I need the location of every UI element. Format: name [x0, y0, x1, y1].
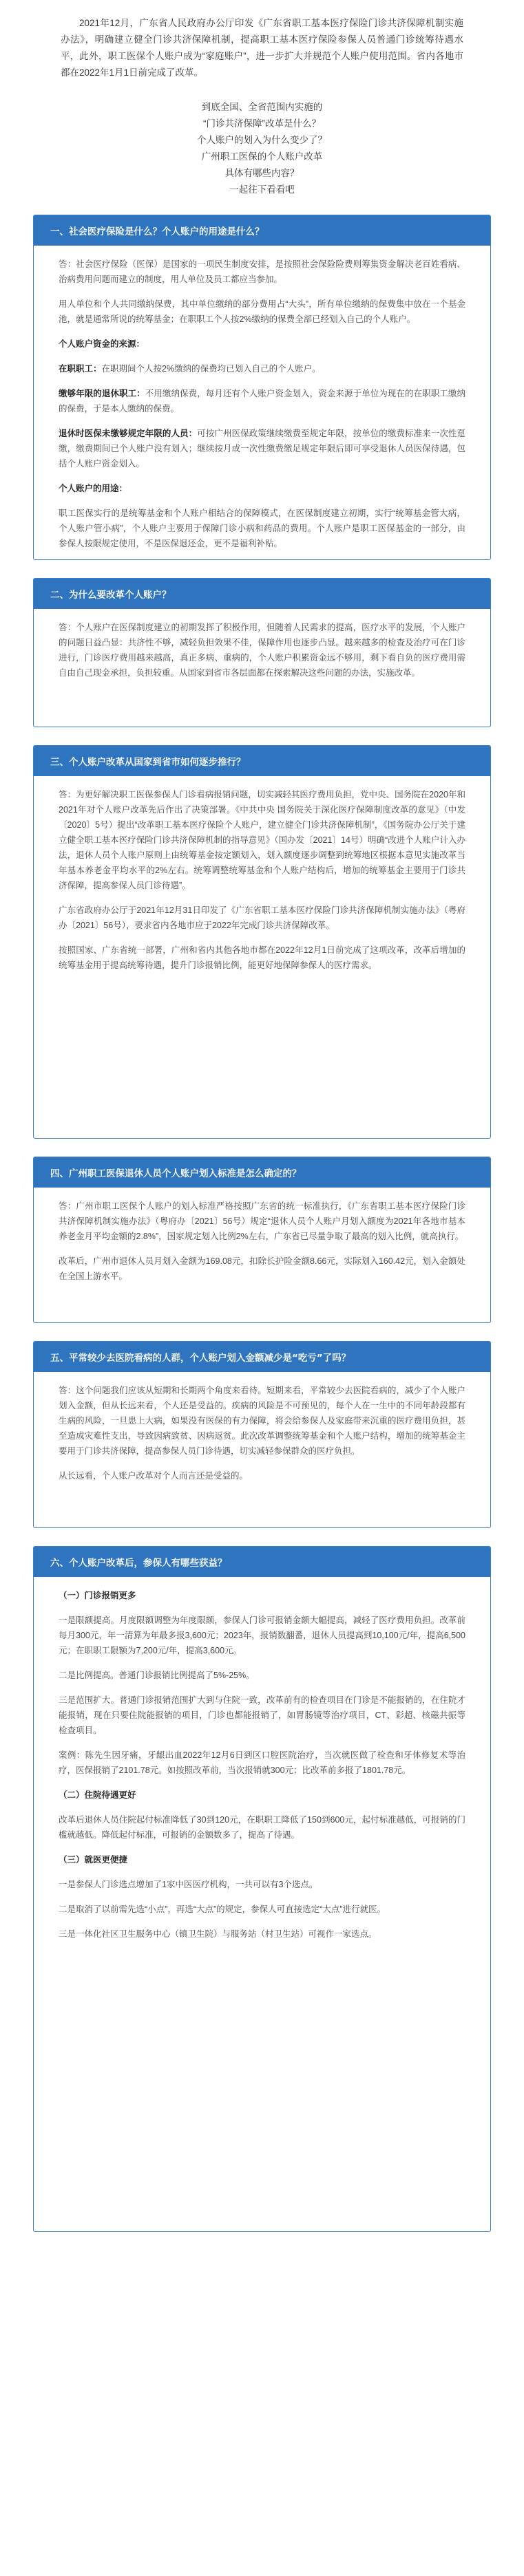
- section-paragraph: 广东省政府办公厅于2021年12月31日印发了《广东省职工基本医疗保险门诊共济保障机制实施办法》（粤府办〔2021〕56号），要求省内各地市应于2022年完成门诊共济保障改革。: [59, 905, 465, 930]
- source-item: [59, 386, 465, 416]
- section-card-1: [33, 215, 491, 560]
- section-card-2: [33, 578, 491, 727]
- section-paragraph: 按照国家、广东省统一部署，广州和省内其他各地市都在2022年12月1日前完成了这项改革，改革后增加的统筹基金用于提高统筹待遇，提升门诊报销比例，能更好地保障参保人的医疗需求。: [59, 945, 465, 970]
- section-title: 六、个人账户改革后，参保人有哪些获益？: [34, 1547, 490, 1577]
- section-title: 四、广州职工医保退休人员个人账户划入标准是怎么确定的？: [34, 1157, 490, 1188]
- section-paragraph: 一是参保人门诊选点增加了1家中医医疗机构，一共可以有3个选点。: [59, 1880, 318, 1889]
- section-paragraph: 二是取消了以前需先选“小点”，再选“大点”的规定，参保人可直接选定“大点”进行就医。: [59, 1904, 386, 1914]
- section-body: [34, 776, 490, 987]
- section-card-3: [33, 745, 491, 1139]
- intro-line: 到底全国、全省范围内实施的: [201, 102, 323, 112]
- section-title: 二、为什么要改革个人账户？: [34, 579, 490, 609]
- section-paragraph: 答：为更好解决职工医保参保人门诊看病报销问题，切实减轻其医疗费用负担，党中央、国务院在2020年和2021年对个人账户改革先后作出了决策部署。《中共中央 国务院关于深化医疗保障制度改革的意见》（中发〔2020〕5号）提出“改革职工基本医疗保险个人账户，建立健全门诊共济保障机制”，《国务院办公厅关于建立健全职工基本医疗保险门诊共济保障机制的指导意见》（国办发〔2021〕14号）明确“改进个人账户计入办法，退休人员个人账户原则上由统筹基金按定额划入，划入额度逐步调整到统筹地区根据本意见实施改革当年基本养老金平均水平的2%左右。统筹调整统筹基金和个人账户结构后，增加的统筹基金主要用于门诊共济保障，提高参保人员门诊待遇”。: [59, 790, 465, 890]
- section-paragraph: 改革后，广州市退休人员月划入金额为169.08元，扣除长护险金额8.66元，实际划入160.42元，划入金额处在全国上游水平。: [59, 1256, 465, 1281]
- source-item-text: 不用缴纳保费，每月还有个人账户资金划入，资金来源于单位为现在的在职职工缴纳的保费，于是本人缴纳的保费。: [59, 389, 465, 414]
- section-paragraph: 答：个人账户在医保制度建立的初期发挥了积极作用，但随着人民需求的提高，医疗水平的发展，个人账户的问题日益凸显：共济性不够，减轻负担效果不佳，保障作用也逐步凸显。越来越多的检查及治疗可在门诊进行，门诊医疗费用越来越高，真正多病、重病的，个人账户积累资金远不够用，剩下看自负的医疗费用需自由自己现金承担，负担较重。从国家到省市各层面都在探索解决这些问题的办法，实施改革。: [59, 623, 465, 678]
- section-paragraph: 一是限额提高。月度限额调整为年度限额，参保人门诊可报销金额大幅提高，减轻了医疗费用负担。改革前每月300元，年一清算为年最多报3,600元；2023年，报销数翻番，退休人员提高到10,100元/年，提高6,500元；在职职工限额为7,200元/年，提高3,600元。: [59, 1616, 465, 1655]
- subsection-title: （一）门诊报销更多: [59, 1591, 136, 1600]
- section-card-6: [33, 1546, 491, 2232]
- source-title: 个人账户资金的来源：: [59, 339, 145, 349]
- subsection-title: （二）住院待遇更好: [59, 1790, 136, 1800]
- source-item-label: 缴够年限的退休职工：: [59, 389, 145, 398]
- section-paragraph: 答：广州市职工医保个人账户的划入标准严格按照广东省的统一标准执行，《广东省职工基本医疗保险门诊共济保障机制实施办法》（粤府办〔2021〕56号）规定“退休人员个人账户月划入额度为2021年各地市基本养老金月平均金额的2.8%”，国家规定划入比例2%左右，广东省已尽量争取了最高的划入比例，就高执行。: [59, 1201, 465, 1241]
- source-item: [59, 361, 465, 376]
- intro-questions: [0, 99, 524, 198]
- intro-paragraph: 2021年12月，广东省人民政府办公厅印发《广东省职工基本医疗保险门诊共济保障机制实施办法》，明确建立健全门诊共济保障机制，提高职工基本医疗保险参保人员普通门诊统筹待遇水平，此外，职工医保个人账户成为“家庭账户”，进一步扩大并规范个人账户使用范围。省内各地市都在2022年1月1日前完成了改革。: [61, 18, 463, 78]
- section-title: 五、平常较少去医院看病的人群，个人账户划入金额减少是“吃亏”了吗？: [34, 1342, 490, 1372]
- section-paragraph: 答：这个问题我们应该从短期和长期两个角度来看待。短期来看，平常较少去医院看病的，减少了个人账户划入金额，但从长远来看，个人还是受益的。疾病的风险是不可预见的，每个人在一生中的不同年龄段都有生病的风险，一旦患上大病，如果没有医保的有力保障，将会给参保人及家庭带来沉重的医疗费用负担，甚至造成灾难性支出，导致因病致贫、因病返贫。此次改革调整统筹基金和个人账户结构，增加的统筹基金主要用于门诊共济保障，提高参保人员门诊待遇，切实减轻参保群众的医疗负担。: [59, 1386, 465, 1456]
- source-item-text: 在职期间个人按2%缴纳的保费均已划入自己的个人账户。: [101, 364, 321, 374]
- section-paragraph: 用人单位和个人共同缴纳保费，其中单位缴纳的部分费用占“大头”，所有单位缴纳的保费集中放在一个基金池，就是通常所说的统筹基金；在职职工个人按2%缴纳的保费全部已经划入自己的个人账户。: [59, 299, 465, 324]
- source-item-label: 退休时医保未缴够规定年限的人员：: [59, 429, 198, 438]
- intro-line: 个人账户的划入为什么变少了？: [197, 135, 327, 145]
- section-body: [34, 1577, 490, 1955]
- section-paragraph: 三是一体化社区卫生服务中心（镇卫生院）与服务站（村卫生站）可视作一家选点。: [59, 1929, 377, 1939]
- section-body: [34, 609, 490, 694]
- usage-text: 职工医保实行的是统筹基金和个人账户相结合的保障模式，在医保制度建立初期，实行“统筹基金管大病，个人账户管小病”，个人账户主要用于保障门诊小病和药品的费用。个人账户是职工医保基金的一部分，由参保人按限规定使用，不是医保退还金，更不是福利补贴。: [59, 508, 465, 548]
- intro-line: “门诊共济保障”改革是什么？: [203, 118, 321, 129]
- source-item: [59, 426, 465, 471]
- source-item-label: 在职职工：: [59, 364, 102, 374]
- intro-line: 广州职工医保的个人账户改革: [201, 151, 323, 162]
- section-paragraph: 二是比例提高。普通门诊报销比例提高了5%-25%。: [59, 1671, 255, 1680]
- section-paragraph: 案例：陈先生因牙痛，牙龈出血2022年12月6日到区口腔医院治疗，当次就医做了检查和牙体修复术等治疗，医保报销了2101.78元。如按照改革前，当次报销就300元；比改革前多报了1801.78元。: [59, 1750, 465, 1775]
- section-title: 一、社会医疗保险是什么？个人账户的用途是什么？: [34, 215, 490, 246]
- section-body: [34, 246, 490, 560]
- section-card-5: [33, 1341, 491, 1528]
- section-paragraph: 改革后退休人员住院起付标准降低了30到120元，在职职工降低了150到600元，起付标准越低，可报销的门槛就越低。降低起付标准，可报销的金额数多了，提高了待遇。: [59, 1815, 465, 1840]
- intro-section: [0, 0, 524, 81]
- section-card-4: [33, 1157, 491, 1323]
- subsection-title: （三）就医更便捷: [59, 1855, 128, 1865]
- section-paragraph: 从长远看，个人账户改革对个人而言还是受益的。: [59, 1471, 249, 1481]
- source-item-text: 可按广州医保政策继续缴费至规定年限，按单位的缴费标准来一次性趸缴，缴费期间已个人账户没有划入；继续按月或一次性缴费缴足规定年限后即可享受退休人员医保待遇，包括个人账户资金划入。: [59, 429, 465, 469]
- usage-title: 个人账户的用途：: [59, 484, 128, 493]
- section-paragraph: 答：社会医疗保险（医保）是国家的一项民生制度安排，是按照社会保险险费则筹集资金解决老百姓看病、治病费用问题而建立的制度，用人单位及员工都应当参加。: [59, 259, 465, 284]
- section-body: [34, 1188, 490, 1298]
- section-body: [34, 1372, 490, 1497]
- intro-line: 一起往下看看吧: [229, 184, 295, 195]
- section-paragraph: 三是范围扩大。普通门诊报销范围扩大到与住院一致，改革前有的检查项目在门诊是不能报销的，在住院才能报销，现在只要住院能报销的项目，门诊也都能报销了，如胃肠镜等治疗项目，CT、彩超、核磁共振等检查项目。: [59, 1695, 465, 1735]
- section-title: 三、个人账户改革从国家到省市如何逐步推行？: [34, 746, 490, 776]
- intro-line: 具体有哪些内容？: [224, 168, 300, 178]
